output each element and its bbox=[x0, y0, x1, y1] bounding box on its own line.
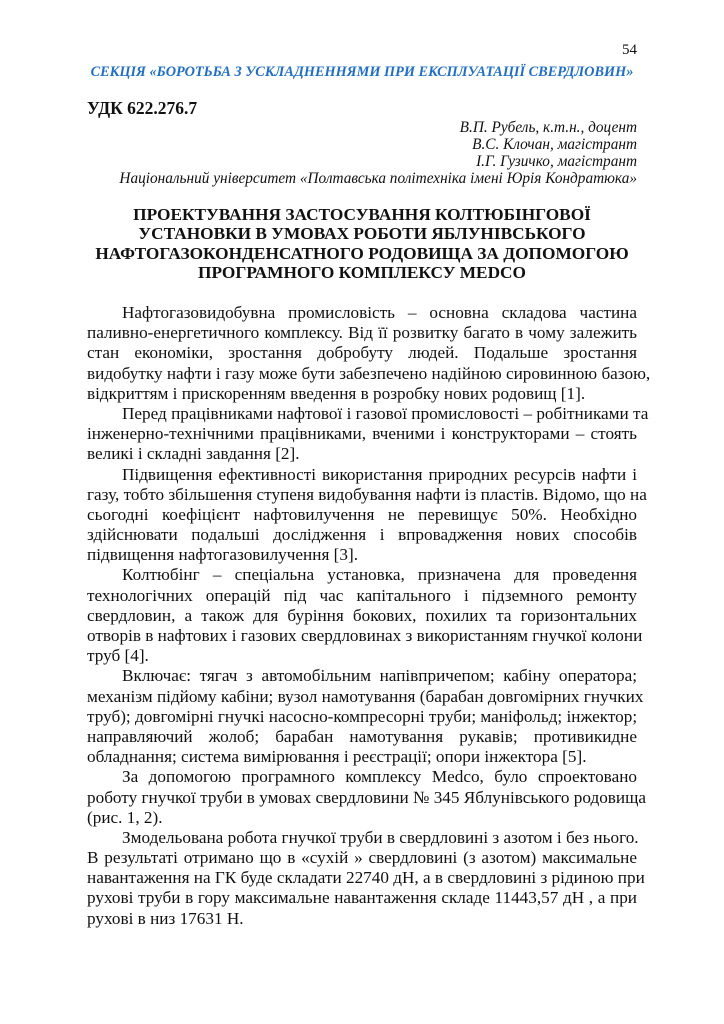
text-line: технологічних операцій під час капітального і підземного ремонту bbox=[87, 585, 637, 605]
text-line: Змодельована робота гнучкої труби в свердловині з азотом і без нього. bbox=[122, 827, 639, 847]
text-line: підвищення нафтогазовилучення [3]. bbox=[87, 545, 358, 565]
text-line: За допомогою програмного комплексу Medco, було спроектовано bbox=[122, 767, 637, 787]
text-line: труб); довгомірні гнучкі насосно-компресорні труби; маніфольд; інжектор; bbox=[87, 706, 638, 726]
paragraph bbox=[87, 464, 647, 566]
author-1: В.П. Рубель, к.т.н., доцент bbox=[459, 119, 637, 136]
text-line: Нафтогазовидобувна промисловість – основна складова частина bbox=[122, 303, 637, 322]
text-line: В результаті отримано що в «сухій » свердловині (з азотом) максимальне bbox=[87, 848, 637, 868]
text-line: труб [4]. bbox=[87, 646, 149, 666]
text-line: рухові в низ 17631 Н. bbox=[87, 908, 244, 928]
text-line: механізм підйому кабіни; вузол намотування (барабан довгомірних гнучких bbox=[87, 686, 644, 706]
paragraph bbox=[87, 565, 643, 666]
text-line: газу, тобто збільшення ступеня видобування нафти із пластів. Відомо, що на bbox=[87, 484, 647, 504]
authors-block bbox=[119, 119, 637, 187]
title-line: ПРОЕКТУВАННЯ ЗАСТОСУВАННЯ КОЛТЮБІНГОВОЇ bbox=[133, 205, 591, 224]
article-title bbox=[87, 205, 637, 282]
paragraph bbox=[87, 666, 644, 767]
text-line: направляючий жолоб; барабан намотування рукавів; противикидне bbox=[87, 726, 637, 746]
section-header: СЕКЦІЯ «БОРОТЬБА З УСКЛАДНЕННЯМИ ПРИ ЕКСПЛУАТАЦІЇ СВЕРДЛОВИН» bbox=[90, 64, 634, 80]
text-line: роботу гнучкої труби в умовах свердловини № 345 Яблунівського родовища bbox=[87, 787, 646, 807]
text-line: обладнання; система вимірювання і реєстрації; опори інжектора [5]. bbox=[87, 747, 587, 767]
affiliation: Національний університет «Полтавська політехніка імені Юрія Кондратюка» bbox=[119, 170, 637, 187]
text-line: видобутку нафти і газу може бути забезпечено надійною сировинною базою, bbox=[87, 363, 651, 383]
text-line: стан економіки, зростання добробуту людей. Подальше зростання bbox=[87, 343, 637, 363]
author-2: В.С. Клочан, магістрант bbox=[472, 136, 637, 153]
text-line: великі і складні завдання [2]. bbox=[87, 444, 300, 464]
paragraph bbox=[87, 303, 651, 404]
text-line: відкриттям і прискоренням введення в розробку нових родовищ [1]. bbox=[87, 383, 586, 403]
page-number: 54 bbox=[622, 42, 637, 58]
title-line: ПРОГРАМНОГО КОМПЛЕКСУ MEDCO bbox=[198, 262, 526, 282]
article-body bbox=[87, 303, 651, 929]
text-line: Перед працівниками нафтової і газової промисловості – робітниками та bbox=[122, 403, 649, 423]
title-line: УСТАНОВКИ В УМОВАХ РОБОТИ ЯБЛУНІВСЬКОГО bbox=[138, 224, 586, 244]
text-line: свердловин, а також для буріння бокових, похилих та горизонтальних bbox=[87, 605, 637, 625]
text-line: здійснювати подальші дослідження і впровадження нових способів bbox=[87, 525, 637, 545]
text-line: (рис. 1, 2). bbox=[87, 807, 163, 827]
text-line: навантаження на ГК буде складати 22740 дН, а в свердловині з рідиною при bbox=[87, 868, 645, 888]
paragraph bbox=[87, 403, 649, 465]
text-line: сьогодні коефіцієнт нафтовилучення не перевищує 50%. Необхідно bbox=[87, 504, 637, 524]
text-line: інженерно-технічними працівниками, вченими і конструкторами – стоять bbox=[87, 424, 637, 444]
text-line: рухові труби в гору максимальне навантаження складе 11443,57 дН , а при bbox=[87, 888, 637, 908]
text-line: Включає: тягач з автомобільним напівпричепом; кабіну оператора; bbox=[122, 666, 637, 686]
text-line: Колтюбінг – спеціальна установка, призначена для проведення bbox=[122, 565, 637, 585]
text-line: Підвищення ефективності використання природних ресурсів нафти і bbox=[122, 464, 637, 484]
udk-code: УДК 622.276.7 bbox=[87, 98, 198, 118]
text-line: отворів в нафтових і газових свердловинах з використанням гнучкої колони bbox=[87, 626, 643, 645]
paragraph bbox=[87, 767, 646, 828]
text-line: паливно-енергетичного комплексу. Від її розвитку багато в чому залежить bbox=[87, 323, 637, 343]
author-3: І.Г. Гузичко, магістрант bbox=[476, 153, 637, 170]
paragraph bbox=[87, 827, 645, 929]
title-line: НАФТОГАЗОКОНДЕНСАТНОГО РОДОВИЩА ЗА ДОПОМОГОЮ bbox=[95, 243, 629, 263]
